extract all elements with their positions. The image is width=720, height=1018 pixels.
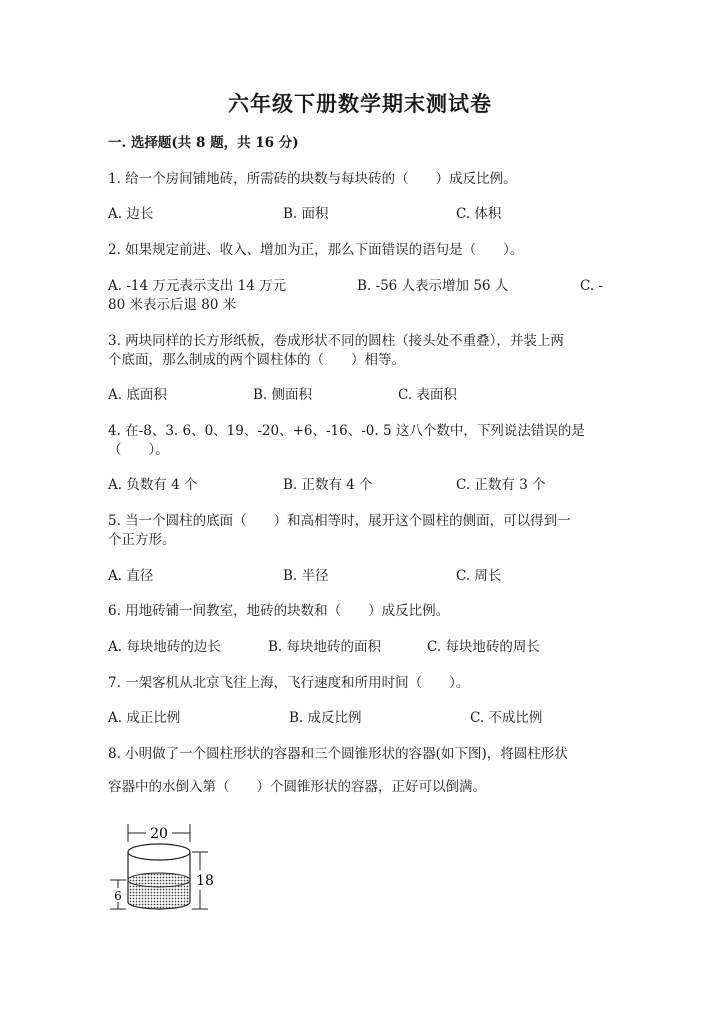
question-2-option-b: B. -56 人表示增加 56 人 xyxy=(357,278,509,294)
question-4-line-2: （ ）。 xyxy=(108,442,169,458)
question-6-option-c: C. 每块地砖的周长 xyxy=(427,639,540,655)
question-6-option-a: A. 每块地砖的边长 xyxy=(108,639,221,655)
question-4-option-c: C. 正数有 3 个 xyxy=(456,477,546,493)
question-2-line-1: 2. 如果规定前进、收入、增加为正，那么下面错误的语句是（ ）。 xyxy=(108,242,524,258)
question-8-line-2: 容器中的水倒入第（ ）个圆锥形状的容器，正好可以倒满。 xyxy=(108,779,486,795)
cylinder-top xyxy=(128,844,190,860)
question-4-option-a: A. 负数有 4 个 xyxy=(108,477,198,493)
question-7-option-c: C. 不成比例 xyxy=(470,710,543,726)
water-surface xyxy=(128,873,190,887)
question-7-line-1: 7. 一架客机从北京飞往上海，飞行速度和所用时间（ ）。 xyxy=(108,675,470,691)
question-2-option-c-cont: 80 米表示后退 80 米 xyxy=(108,297,237,313)
question-1-option-a: A. 边长 xyxy=(108,206,154,222)
question-6-option-b: B. 每块地砖的面积 xyxy=(268,639,382,655)
question-5-option-b: B. 半径 xyxy=(283,568,329,584)
water-label: 6 xyxy=(114,889,122,903)
question-1-option-b: B. 面积 xyxy=(283,206,329,222)
section-heading: 一. 选择题(共 8 题，共 16 分) xyxy=(108,135,299,151)
question-1-option-c: C. 体积 xyxy=(456,206,502,222)
question-4-option-b: B. 正数有 4 个 xyxy=(283,477,373,493)
question-5-line-1: 5. 当一个圆柱的底面（ ）和高相等时，展开这个圆柱的侧面，可以得到一 xyxy=(108,513,571,529)
question-7-option-a: A. 成正比例 xyxy=(108,710,181,726)
question-3-line-1: 3. 两块同样的长方形纸板，卷成形状不同的圆柱（接头处不重叠），并装上两 xyxy=(108,333,564,349)
width-label: 20 xyxy=(150,826,168,842)
question-5-option-a: A. 直径 xyxy=(108,568,154,584)
question-1-line-1: 1. 给一个房间铺地砖，所需砖的块数与每块砖的（ ）成反比例。 xyxy=(108,171,517,187)
page-title: 六年级下册数学期末测试卷 xyxy=(228,91,492,116)
question-3-option-b: B. 侧面积 xyxy=(253,387,313,403)
question-2-option-c: C. - xyxy=(580,278,603,294)
question-3-option-a: A. 底面积 xyxy=(108,387,167,403)
question-6-line-1: 6. 用地砖铺一间教室，地砖的块数和（ ）成反比例。 xyxy=(108,603,450,619)
question-3-option-c: C. 表面积 xyxy=(398,387,457,403)
question-2-option-a: A. -14 万元表示支出 14 万元 xyxy=(108,278,287,294)
question-3-line-2: 个底面，那么制成的两个圆柱体的（ ）相等。 xyxy=(108,352,405,368)
question-7-option-b: B. 成反比例 xyxy=(289,710,362,726)
question-5-option-c: C. 周长 xyxy=(456,568,502,584)
cylinder-figure xyxy=(108,822,223,922)
question-4-line-1: 4. 在-8、3. 6、0、19、-20、+6、-16、-0. 5 这八个数中，下列说法错误的是 xyxy=(108,423,585,439)
question-5-line-2: 个正方形。 xyxy=(108,532,176,548)
height-label: 18 xyxy=(196,873,214,889)
question-8-line-1: 8. 小明做了一个圆柱形状的容器和三个圆锥形状的容器(如下图)，将圆柱形状 xyxy=(108,746,568,762)
